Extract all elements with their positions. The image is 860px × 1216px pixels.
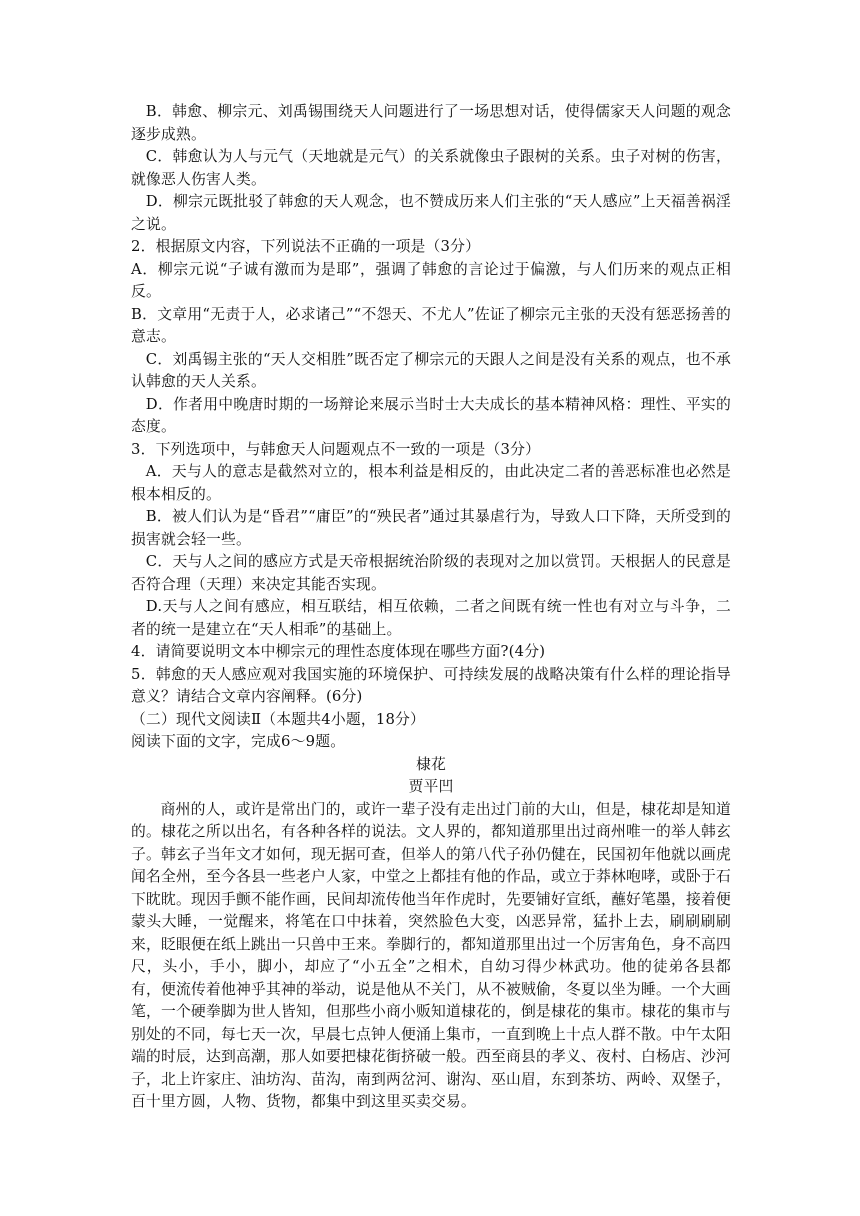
- question-3: 3．下列选项中，与韩愈天人问题观点不一致的一项是（3分）: [131, 440, 541, 458]
- article-title: 棣花: [416, 755, 446, 773]
- section-heading: （二）现代文阅读Ⅱ（本题共4小题，18分）: [131, 710, 426, 728]
- option-a-q2: A．柳宗元说“子诚有激而为是耶”，强调了韩愈的言论过于偏激，与人们历来的观点正相反。: [131, 260, 731, 300]
- option-b-q1: B．韩愈、柳宗元、刘禹锡围绕天人问题进行了一场思想对话，使得儒家天人问题的观念逐步成熟。: [131, 103, 731, 143]
- question-4: 4．请简要说明文本中柳宗元的理性态度体现在哪些方面?(4分): [131, 643, 546, 660]
- option-c-q3: C．天与人之间的感应方式是天帝根据统治阶级的表现对之加以赏罚。天根据人的民意是否符合理（天理）来决定其能否实现。: [131, 553, 731, 593]
- option-a-q3: A．天与人的意志是截然对立的，根本利益是相反的，由此决定二者的善恶标准也必然是根本相反的。: [131, 463, 731, 503]
- article-author: 贾平凹: [408, 778, 454, 795]
- article-paragraph: 商州的人，或许是常出门的，或许一辈子没有走出过门前的大山，但是，棣花却是知道的。棣花之所以出名，有各种各样的说法。文人界的，都知道那里出过商州唯一的举人韩玄子。韩玄子当年文才如何，现无据可查，但举人的第八代子孙仍健在，民国初年他就以画虎闻名全州，至今各县一些老户人家，中堂之上都挂有他的作品，或立于莽林咆哮，或卧于石下眈眈。现因手颤不能作画，民间却流传他当年作虎时，先要铺好宣纸，蘸好笔墨，接着便蒙头大睡，一觉醒来，将笔在口中抹着，突然脸色大变，凶恶异常，猛扑上去，刷刷刷刷来，眨眼便在纸上跳出一只兽中王来。拳脚行的，都知道那里出过一个厉害角色，身不高四尺，头小，手小，脚小，却应了“小五全”之相术，自幼习得少林武功。他的徒弟各县都有，便流传着他神乎其神的举动，说是他从不关门，从不被贼偷，冬夏以坐为睡。一个大画笔，一个硬拳脚为世人皆知，但那些小商小贩知道棣花的，倒是棣花的集市。棣花的集市与别处的不同，每七天一次，早晨七点钟人便涌上集市，一直到晚上十点人群不散。中午太阳端的时辰，达到高潮，那人如要把棣花街挤破一般。西至商县的孝义、夜村、白杨店、沙河子，北上许家庄、油坊沟、苗沟，南到两岔河、谢沟、巫山眉，东到茶坊、两岭、双堡子，百十里方圆，人物、货物，都集中到这里买卖交易。: [131, 800, 731, 1110]
- option-c-q2: C．刘禹锡主张的“天人交相胜”既否定了柳宗元的天跟人之间是没有关系的观点，也不承认韩愈的天人关系。: [131, 350, 731, 390]
- option-d-q3: D.天与人之间有感应，相互联结，相互依赖，二者之间既有统一性也有对立与斗争，二者的统一是建立在“天人相乖”的基础上。: [131, 598, 731, 638]
- option-d-q1: D．柳宗元既批驳了韩愈的天人观念，也不赞成历来人们主张的“天人感应”上天福善祸淫之说。: [131, 193, 731, 233]
- document-body: [131, 101, 731, 1114]
- option-b-q2: B．文章用“无责于人，必求诸己”“不怨天、不尤人”佐证了柳宗元主张的天没有惩恶扬善的意志。: [131, 305, 731, 345]
- question-2: 2．根据原文内容，下列说法不正确的一项是（3分）: [131, 238, 481, 255]
- option-d-q2: D．作者用中晚唐时期的一场辩论来展示当时士大夫成长的基本精神风格：理性、平实的态度。: [131, 395, 731, 435]
- option-c-q1: C．韩愈认为人与元气（天地就是元气）的关系就像虫子跟树的关系。虫子对树的伤害，就像恶人伤害人类。: [131, 148, 731, 188]
- reading-instruction: 阅读下面的文字，完成6～9题。: [131, 733, 346, 750]
- question-5: 5．韩愈的天人感应观对我国实施的环境保护、可持续发展的战略决策有什么样的理论指导意义？请结合文章内容阐释。(6分): [131, 665, 731, 705]
- option-b-q3: B．被人们认为是“昏君”“庸臣”的“殃民者”通过其暴虐行为，导致人口下降，天所受到的损害就会轻一些。: [131, 508, 731, 548]
